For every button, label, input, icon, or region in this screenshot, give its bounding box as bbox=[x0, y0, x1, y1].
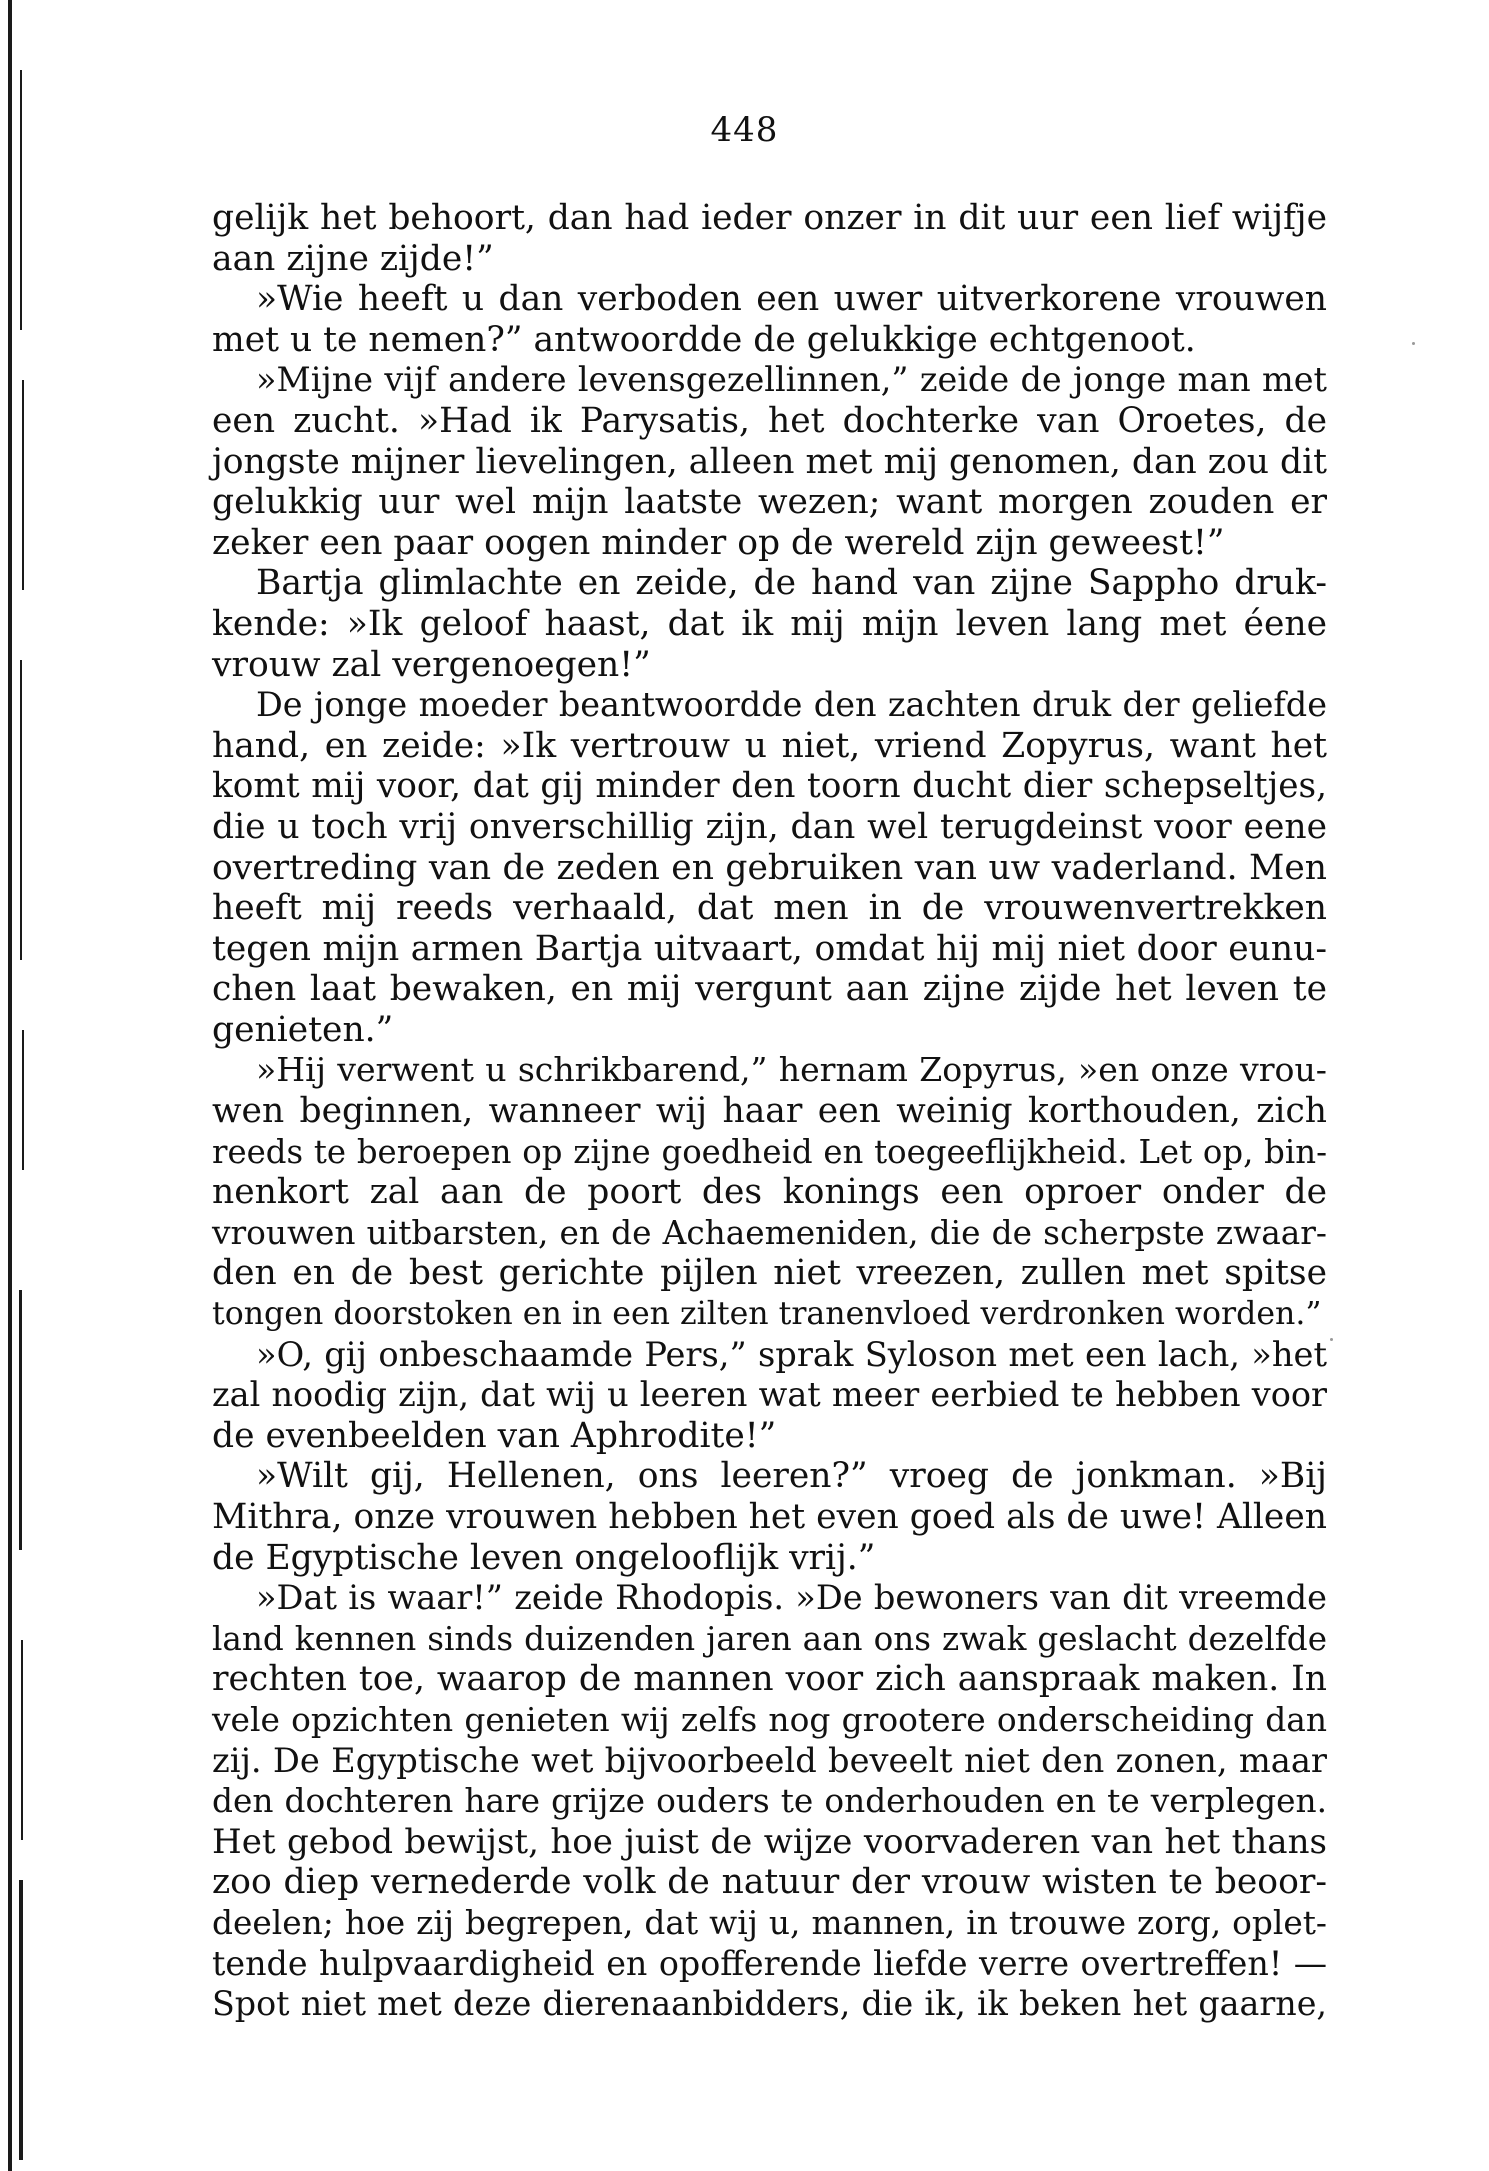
text-line: met u te nemen?” antwoordde de gelukkige echtgenoot. bbox=[212, 319, 1196, 360]
text-line: chen laat bewaken, en mij vergunt aan zijne zijde het leven te bbox=[212, 969, 1327, 1010]
speck bbox=[1330, 1338, 1333, 1341]
speck bbox=[1412, 342, 1415, 345]
text-line: deelen; hoe zij begrepen, dat wij u, mannen, in trouwe zorg, oplet- bbox=[212, 1903, 1327, 1942]
text-line: »Dat is waar!” zeide Rhodopis. »De bewoners van dit vreemde bbox=[256, 1578, 1327, 1618]
text-line: nenkort zal aan de poort des konings een oproer onder de bbox=[212, 1172, 1327, 1213]
text-line: land kennen sinds duizenden jaren aan ons zwak geslacht dezelfde bbox=[212, 1619, 1327, 1658]
text-line: Mithra, onze vrouwen hebben het even goed als de uwe! Alleen bbox=[212, 1497, 1327, 1537]
text-line: »O, gij onbeschaamde Pers,” sprak Syloson met een lach, »het bbox=[256, 1334, 1327, 1374]
text-line: reeds te beroepen op zijne goedheid en toegeeflijkheid. Let op, bin- bbox=[212, 1132, 1327, 1171]
text-line: »Hij verwent u schrikbarend,” hernam Zopyrus, »en onze vrou- bbox=[256, 1050, 1327, 1090]
text-line: Spot niet met deze dierenaanbidders, die ik, ik beken het gaarne, bbox=[212, 1984, 1327, 2024]
binding-edge bbox=[6, 0, 36, 2171]
text-line: Het gebod bewijst, hoe juist de wijze voorvaderen van het thans bbox=[212, 1821, 1327, 1862]
text-line: kende: »Ik geloof haast, dat ik mij mijn leven lang met éene bbox=[212, 603, 1327, 644]
text-line: wen beginnen, wanneer wij haar een weinig korthouden, zich bbox=[212, 1091, 1327, 1132]
text-line: gelukkig uur wel mijn laatste wezen; want morgen zouden er bbox=[212, 482, 1327, 523]
text-line: genieten.” bbox=[212, 1009, 394, 1050]
text-line: hand, en zeide: »Ik vertrouw u niet, vriend Zopyrus, want het bbox=[212, 725, 1327, 766]
text-line: »Wie heeft u dan verboden een uwer uitverkorene vrouwen bbox=[256, 279, 1327, 320]
text-line: »Mijne vijf andere levensgezellinnen,” zeide de jonge man met bbox=[256, 360, 1327, 400]
text-line: komt mij voor, dat gij minder den toorn ducht dier schepseltjes, bbox=[212, 766, 1327, 807]
text-line: heeft mij reeds verhaald, dat men in de vrouwenvertrekken bbox=[212, 888, 1327, 929]
text-line: tende hulpvaardigheid en opofferende liefde verre overtreffen! — bbox=[212, 1943, 1327, 1983]
page-number: 448 bbox=[710, 110, 779, 150]
text-line: gelijk het behoort, dan had ieder onzer in dit uur een lief wijfje bbox=[212, 198, 1327, 238]
text-line: zij. De Egyptische wet bijvoorbeeld beveelt niet den zonen, maar bbox=[212, 1740, 1327, 1780]
text-line: de Egyptische leven ongelooflijk vrij.” bbox=[212, 1537, 876, 1578]
body-text bbox=[212, 198, 1327, 2025]
text-line: die u toch vrij onverschillig zijn, dan wel terugdeinst voor eene bbox=[212, 806, 1327, 847]
text-line: zal noodig zijn, dat wij u leeren wat meer eerbied te hebben voor bbox=[212, 1375, 1327, 1415]
text-line: vrouwen uitbarsten, en de Achaemeniden, die de scherpste zwaar- bbox=[212, 1213, 1327, 1252]
text-line: jongste mijner lievelingen, alleen met mij genomen, dan zou dit bbox=[212, 441, 1327, 482]
text-line: zeker een paar oogen minder op de wereld zijn geweest!” bbox=[212, 522, 1225, 563]
text-line: vrouw zal vergenoegen!” bbox=[212, 644, 651, 685]
text-line: vele opzichten genieten wij zelfs nog grootere onderscheiding dan bbox=[212, 1700, 1327, 1739]
text-line: zoo diep vernederde volk de natuur der vrouw wisten te beoor- bbox=[212, 1862, 1327, 1903]
text-line: overtreding van de zeden en gebruiken van uw vaderland. Men bbox=[212, 847, 1327, 888]
text-line: de evenbeelden van Aphrodite!” bbox=[212, 1415, 777, 1456]
text-line: »Wilt gij, Hellenen, ons leeren?” vroeg de jonkman. »Bij bbox=[256, 1456, 1327, 1497]
text-line: den en de best gerichte pijlen niet vreezen, zullen met spitse bbox=[212, 1253, 1327, 1294]
text-line: aan zijne zijde!” bbox=[212, 238, 494, 279]
text-line: De jonge moeder beantwoordde den zachten druk der geliefde bbox=[256, 685, 1327, 725]
text-line: een zucht. »Had ik Parysatis, het dochterke van Oroetes, de bbox=[212, 400, 1327, 441]
text-line: den dochteren hare grijze ouders te onderhouden en te verplegen. bbox=[212, 1782, 1327, 1821]
text-line: tongen doorstoken en in een zilten tranenvloed verdronken worden.” bbox=[212, 1296, 1322, 1333]
text-line: Bartja glimlachte en zeide, de hand van zijne Sappho druk- bbox=[256, 563, 1327, 604]
text-line: tegen mijn armen Bartja uitvaart, omdat hij mij niet door eunu- bbox=[212, 928, 1327, 969]
text-line: rechten toe, waarop de mannen voor zich aanspraak maken. In bbox=[212, 1659, 1327, 1700]
